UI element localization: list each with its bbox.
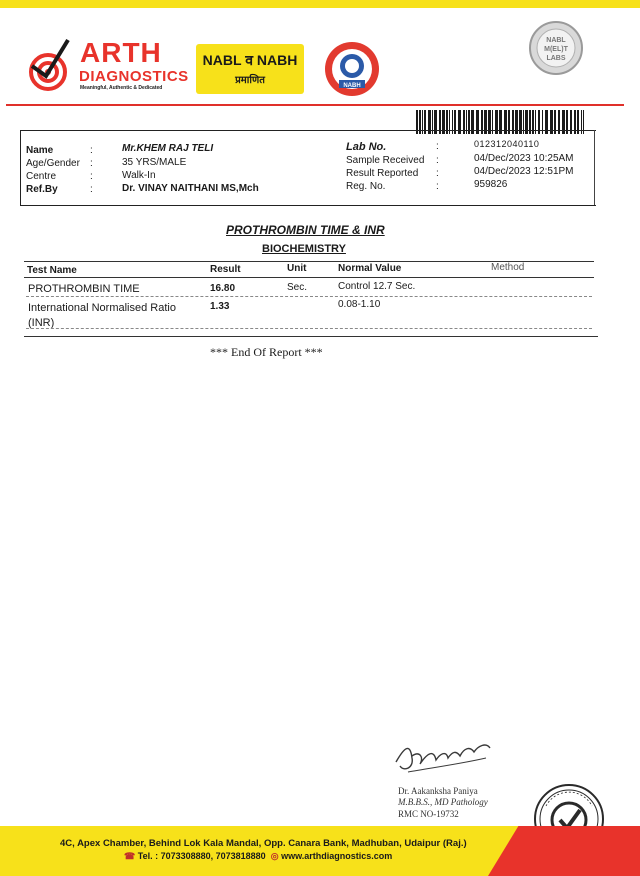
normal-value-inr: 0.08-1.10	[338, 299, 381, 310]
nabl-mlt-seal-icon	[528, 20, 584, 76]
result-reported-label: Result Reported	[346, 168, 419, 179]
accreditation-title: NABL व NABH	[202, 52, 298, 68]
row-separator	[26, 296, 592, 297]
table-header-rule	[24, 277, 594, 278]
web-icon: ◎	[270, 851, 279, 861]
lab-number: 012312040110	[474, 139, 540, 149]
patient-age-gender: 35 YRS/MALE	[122, 157, 187, 168]
row-separator	[26, 328, 592, 329]
sample-received-label: Sample Received	[346, 155, 425, 166]
test-name-pt: PROTHROMBIN TIME	[28, 283, 140, 295]
phone-icon: ☎	[124, 851, 136, 861]
name-label: Name	[26, 145, 54, 156]
colon: :	[436, 181, 439, 192]
result-value-pt: 16.80	[210, 283, 236, 294]
top-yellow-bar	[0, 0, 640, 8]
nabh-seal-label: NABH	[343, 83, 361, 89]
column-header-method: Method	[491, 262, 525, 273]
unit-pt: Sec.	[287, 282, 308, 293]
footer-website[interactable]: www.arthdiagnostics.com	[281, 851, 393, 861]
nabh-seal-icon	[323, 40, 381, 98]
patient-centre: Walk-In	[122, 170, 156, 181]
nabl-seal-line-1: NABL	[546, 37, 566, 44]
result-value-inr: 1.33	[210, 301, 230, 312]
colon: :	[90, 171, 93, 182]
colon: :	[436, 168, 439, 179]
centre-label: Centre	[26, 171, 57, 182]
footer-telephone: Tel. : 7073308880, 7073818880	[137, 851, 266, 861]
doctor-signature	[390, 728, 500, 778]
brand-subtitle: DIAGNOSTICS	[79, 68, 189, 85]
test-name-inr-line1: International Normalised Ratio	[28, 302, 176, 314]
brand-name: ARTH	[80, 37, 162, 68]
column-header-result: Result	[210, 264, 241, 275]
age-gender-label: Age/Gender	[26, 158, 80, 169]
colon: :	[90, 184, 93, 195]
nabl-seal-line-2: M(EL)T	[544, 46, 568, 53]
result-reported-datetime: 04/Dec/2023 12:51PM	[474, 166, 574, 177]
ref-by-label: Ref.By	[26, 184, 58, 195]
reg-no-label: Reg. No.	[346, 181, 386, 192]
colon: :	[436, 141, 439, 152]
nabl-seal-line-3: LABS	[546, 55, 566, 62]
brand-tagline: Meaningful, Authentic & Dedicated	[80, 85, 163, 91]
column-header-unit: Unit	[287, 263, 307, 274]
footer-address: 4C, Apex Chamber, Behind Lok Kala Mandal, Opp. Canara Bank, Madhuban, Udaipur (Raj.)	[60, 838, 467, 849]
table-bottom-rule	[24, 336, 598, 337]
referring-doctor: Dr. VINAY NAITHANI MS,Mch	[122, 183, 259, 194]
sample-received-datetime: 04/Dec/2023 10:25AM	[474, 153, 574, 164]
doctor-name: Dr. Aakanksha Paniya	[398, 786, 478, 796]
footer-contact	[124, 851, 392, 862]
department-heading: BIOCHEMISTRY	[262, 243, 346, 255]
doctor-qualification: M.B.B.S., MD Pathology	[398, 797, 488, 807]
column-header-test-name: Test Name	[27, 265, 77, 276]
colon: :	[436, 155, 439, 166]
lab-no-label: Lab No.	[346, 141, 387, 153]
end-of-report: *** End Of Report ***	[210, 345, 323, 359]
accreditation-subtitle: प्रमाणित	[235, 75, 265, 86]
accreditation-badge	[196, 44, 304, 94]
normal-value-pt: Control 12.7 Sec.	[338, 281, 416, 292]
registration-number: 959826	[474, 179, 508, 190]
target-check-icon	[26, 36, 72, 92]
colon: :	[90, 158, 93, 169]
report-title: PROTHROMBIN TIME & INR	[226, 223, 385, 237]
test-name-inr-line2: (INR)	[28, 317, 55, 329]
doctor-rmc-number: RMC NO-19732	[398, 809, 459, 819]
patient-box-edge	[594, 130, 595, 205]
patient-name: Mr.KHEM RAJ TELI	[122, 143, 214, 154]
colon: :	[90, 145, 93, 156]
column-header-normal-value: Normal Value	[338, 263, 402, 274]
header-divider	[6, 104, 624, 106]
